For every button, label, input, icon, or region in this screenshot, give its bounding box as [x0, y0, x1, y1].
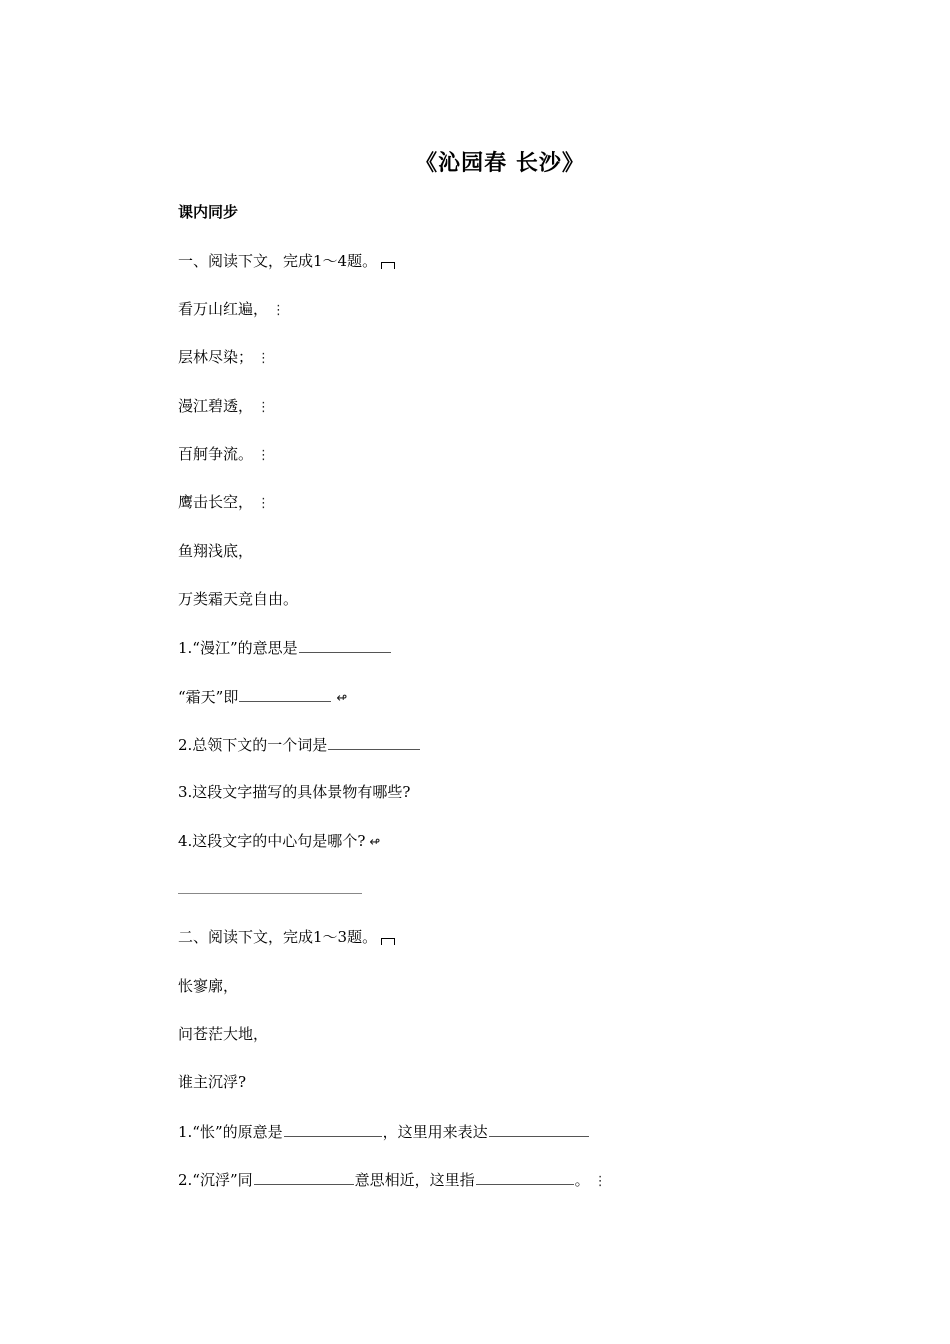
part2-question-2: [178, 1169, 607, 1192]
poem-line: [178, 396, 270, 418]
answer-blank[interactable]: [254, 1169, 354, 1185]
poem-line: 问苍茫大地，: [178, 1025, 269, 1043]
curl-mark-icon: ↫: [336, 691, 348, 706]
poem-line-text: 看万山红遍，: [178, 300, 269, 318]
poem-line-text: 鹰击长空，: [178, 493, 254, 511]
vertical-dots-icon: ⋮: [257, 351, 271, 366]
question-text: 2.总领下文的一个词是: [178, 736, 328, 754]
poem-line-text: 层林尽染；: [178, 348, 254, 366]
vertical-dots-icon: ⋮: [272, 303, 286, 318]
poem-line: 万类霜天竞自由。: [178, 590, 299, 608]
question-text: 1.“漫江”的意思是: [178, 639, 298, 657]
question-text: 1.“怅”的原意是: [178, 1123, 283, 1141]
question-1b: [178, 686, 347, 709]
part2-intro: [178, 927, 395, 947]
poem-line: [178, 444, 270, 466]
vertical-dots-icon: ⋮: [257, 400, 271, 415]
curl-mark-icon: ↫: [369, 835, 381, 850]
bracket-mark-icon: [381, 262, 395, 269]
poem-line: 谁主沉浮?: [178, 1073, 247, 1091]
question-text: 。: [574, 1171, 590, 1189]
poem-line-text: 百舸争流。: [178, 445, 254, 463]
bracket-mark-icon: [381, 938, 395, 945]
question-text: ，这里用来表达: [382, 1123, 488, 1141]
part1-intro: [178, 251, 395, 271]
answer-blank[interactable]: [284, 1121, 382, 1137]
question-4: [178, 831, 380, 853]
answer-blank[interactable]: [489, 1121, 589, 1137]
section-label: 课内同步: [178, 203, 239, 221]
question-text: 4.这段文字的中心句是哪个?: [178, 832, 366, 850]
part1-intro-text: 一、阅读下文，完成1～4题。: [178, 252, 378, 270]
question-1a: [178, 637, 392, 658]
part2-intro-text: 二、阅读下文，完成1～3题。: [178, 928, 378, 946]
poem-line-text: 漫江碧透，: [178, 397, 254, 415]
poem-line: [178, 347, 270, 369]
question-text: 意思相近，这里指: [354, 1171, 475, 1189]
answer-blank[interactable]: [328, 734, 420, 750]
question-3: 3.这段文字描写的具体景物有哪些?: [178, 783, 411, 801]
answer-line[interactable]: [178, 893, 362, 894]
answer-blank[interactable]: [299, 637, 391, 653]
vertical-dots-icon: ⋮: [257, 448, 271, 463]
poem-line: 鱼翔浅底，: [178, 542, 254, 560]
vertical-dots-icon: ⋮: [257, 496, 271, 511]
answer-blank[interactable]: [239, 686, 331, 702]
poem-line: [178, 299, 285, 321]
page-title: 《沁园春 长沙》: [415, 151, 585, 176]
part2-question-1: [178, 1121, 590, 1142]
vertical-dots-icon: ⋮: [593, 1174, 607, 1189]
question-text: “霜天”即: [178, 688, 239, 706]
question-text: 2.“沉浮”同: [178, 1171, 253, 1189]
poem-line: [178, 492, 270, 514]
answer-blank[interactable]: [476, 1169, 574, 1185]
question-2: [178, 734, 421, 755]
poem-line: 怅寥廓，: [178, 977, 239, 995]
